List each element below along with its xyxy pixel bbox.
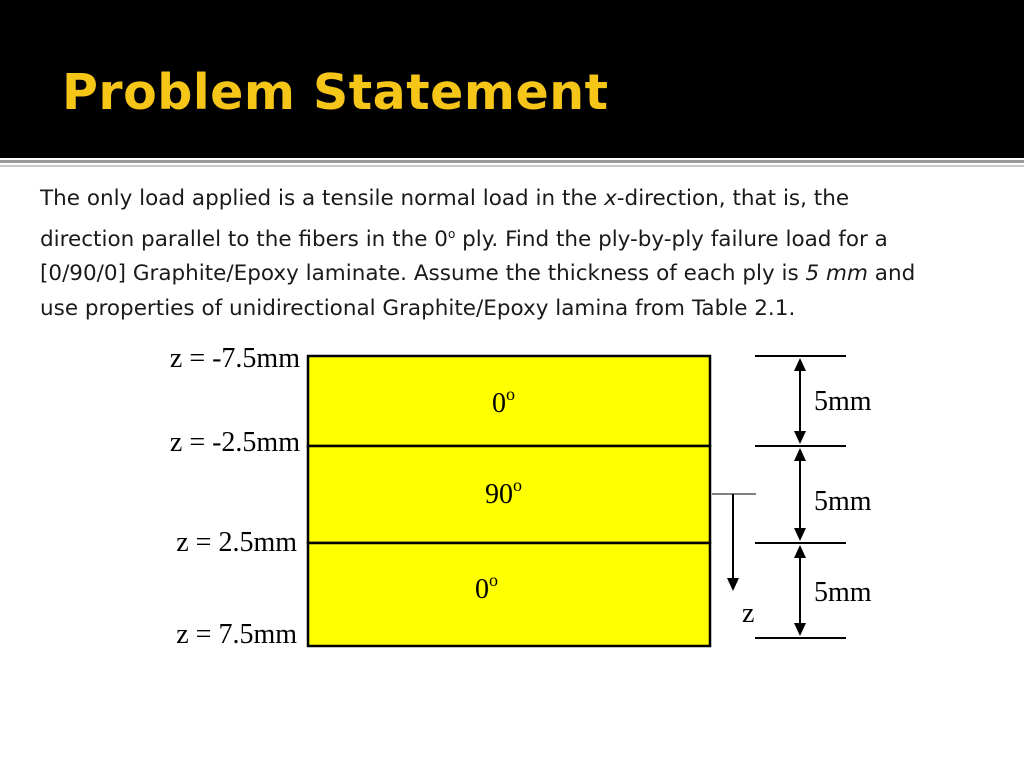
- ply-angle-1: 0$^o$: [492, 384, 515, 419]
- ply-thickness-label-2: 5mm: [814, 486, 872, 517]
- z-axis-arrowhead: [727, 578, 739, 591]
- dimension-arrowhead-2-top: [794, 448, 806, 461]
- statement-line-1: The only load applied is a tensile normal load in the x-direction, that is, the: [40, 186, 850, 211]
- dimension-arrowhead-3-bottom: [794, 623, 806, 636]
- z-axis-label: z: [742, 598, 755, 629]
- statement-line-4: use properties of unidirectional Graphite/Epoxy lamina from Table 2.1.: [40, 295, 796, 321]
- dimension-arrowhead-2-bottom: [794, 528, 806, 541]
- statement-line-2: direction parallel to the fibers in the 0$^o$ ply. Find the ply-by-ply failure load for a: [40, 226, 888, 252]
- z-label-top: z = -7.5mm: [169, 343, 300, 374]
- ply-angle-3: 0$^o$: [475, 570, 498, 605]
- statement-line-3: [0/90/0] Graphite/Epoxy laminate. Assume the thickness of each ply is 5 mm and: [40, 261, 916, 287]
- ply-thickness-label-3: 5mm: [814, 577, 872, 608]
- dimension-arrowhead-3-top: [794, 545, 806, 558]
- ply-3: [308, 543, 710, 646]
- ply-thickness-label-1: 5mm: [814, 386, 872, 417]
- z-label-upper-interface: z = -2.5mm: [169, 427, 300, 458]
- ply-angle-2: 90$^o$: [485, 475, 522, 510]
- dimension-arrowhead-1-bottom: [794, 431, 806, 444]
- z-label-lower-interface: z = 2.5mm: [176, 527, 297, 558]
- z-label-bottom: z = 7.5mm: [176, 619, 297, 650]
- slide-title: Problem Statement: [62, 64, 609, 121]
- dimension-arrowhead-1-top: [794, 358, 806, 371]
